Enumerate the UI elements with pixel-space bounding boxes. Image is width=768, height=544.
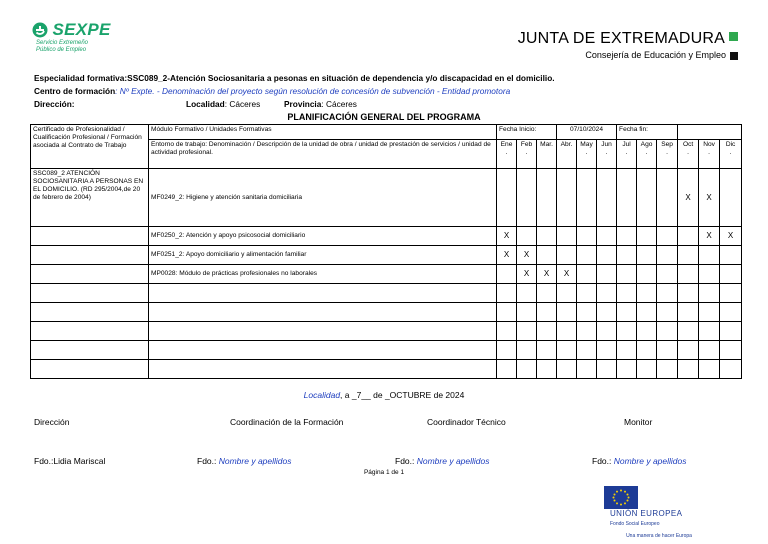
- month-mark-cell: [517, 227, 537, 246]
- month-mark-cell: [720, 303, 742, 322]
- month-mark-cell: X: [517, 246, 537, 265]
- month-mark-cell: [657, 227, 678, 246]
- month-mark-cell: [537, 169, 557, 227]
- month-mark-cell: [699, 341, 720, 360]
- month-mark-cell: X: [497, 246, 517, 265]
- month-mark-cell: [699, 246, 720, 265]
- centro-value: : Nº Expte. - Denominación del proyecto según resolución de concesión de subvención - Entidad promotora: [115, 86, 511, 96]
- month-mark-cell: [678, 265, 699, 284]
- month-header: May .: [577, 140, 597, 169]
- localidad-line: [186, 99, 260, 109]
- fecha-fin-label: Fecha fin:: [617, 125, 678, 140]
- month-mark-cell: [597, 227, 617, 246]
- month-mark-cell: X: [557, 265, 577, 284]
- month-mark-cell: [617, 322, 637, 341]
- month-mark-cell: [699, 284, 720, 303]
- month-mark-cell: [617, 227, 637, 246]
- month-mark-cell: [497, 322, 517, 341]
- provincia-label: Provincia: [284, 99, 322, 109]
- month-mark-cell: [597, 284, 617, 303]
- fecha-inicio-label: Fecha Inicio:: [497, 125, 557, 140]
- module-cell: [149, 284, 497, 303]
- month-mark-cell: [617, 284, 637, 303]
- month-mark-cell: [537, 360, 557, 379]
- module-cell: MF0251_2: Apoyo domiciliario y alimentación familiar: [149, 246, 497, 265]
- module-cell: [149, 303, 497, 322]
- month-mark-cell: [577, 169, 597, 227]
- fecha-fin-value: [678, 125, 742, 140]
- certificate-cell: [31, 284, 149, 303]
- month-mark-cell: [557, 303, 577, 322]
- place-date: [0, 390, 768, 400]
- month-mark-cell: [597, 265, 617, 284]
- fdo-monitor: Fdo.: Nombre y apellidos: [592, 456, 687, 466]
- month-mark-cell: [657, 265, 678, 284]
- certificate-cell: SSC089_2 ATENCIÓN SOCIOSANITARIA A PERSONAS EN EL DOMICILIO. (RD 295/2004,de 20 de febrero de 2004): [31, 169, 149, 227]
- month-mark-cell: [678, 322, 699, 341]
- module-cell: [149, 322, 497, 341]
- month-header: Mar.: [537, 140, 557, 169]
- month-mark-cell: [637, 284, 657, 303]
- month-mark-cell: [517, 341, 537, 360]
- month-mark-cell: [537, 246, 557, 265]
- sexpe-sub1: Servicio Extremeño: [36, 40, 89, 46]
- month-header: Dic .: [720, 140, 742, 169]
- junta-subtitle: Consejería de Educación y Empleo: [585, 50, 726, 60]
- month-mark-cell: [577, 341, 597, 360]
- month-mark-cell: [617, 360, 637, 379]
- month-mark-cell: [597, 322, 617, 341]
- month-mark-cell: [537, 284, 557, 303]
- month-mark-cell: [517, 284, 537, 303]
- month-mark-cell: [497, 284, 517, 303]
- month-mark-cell: [497, 169, 517, 227]
- month-mark-cell: [637, 265, 657, 284]
- month-mark-cell: [678, 303, 699, 322]
- month-mark-cell: [720, 322, 742, 341]
- planning-table: [30, 124, 742, 379]
- certificate-cell: [31, 322, 149, 341]
- month-mark-cell: [720, 169, 742, 227]
- month-mark-cell: X: [699, 169, 720, 227]
- junta-logo: [518, 30, 738, 60]
- month-mark-cell: [497, 265, 517, 284]
- module-cell: [149, 341, 497, 360]
- month-mark-cell: X: [678, 169, 699, 227]
- month-mark-cell: [657, 246, 678, 265]
- page-number: Página 1 de 1: [363, 469, 405, 476]
- month-header: Jun .: [597, 140, 617, 169]
- month-mark-cell: [597, 169, 617, 227]
- direccion-line: [34, 99, 75, 109]
- place-date-text: , a _7__ de _OCTUBRE de 2024: [340, 390, 465, 400]
- month-mark-cell: [517, 303, 537, 322]
- month-mark-cell: [720, 360, 742, 379]
- month-mark-cell: [678, 284, 699, 303]
- place-localidad: Localidad: [303, 390, 341, 400]
- month-mark-cell: [597, 341, 617, 360]
- month-mark-cell: [637, 246, 657, 265]
- page-title: PLANIFICACIÓN GENERAL DEL PROGRAMA: [287, 112, 481, 122]
- month-header: Jul .: [617, 140, 637, 169]
- table-row: [31, 341, 742, 360]
- black-square-icon: [730, 52, 738, 60]
- fdo-direccion: Fdo.:Lidia Mariscal: [34, 456, 106, 466]
- month-mark-cell: [597, 360, 617, 379]
- centro-label: Centro de formación: [34, 86, 116, 96]
- month-header: Oct .: [678, 140, 699, 169]
- month-mark-cell: [699, 303, 720, 322]
- month-mark-cell: X: [699, 227, 720, 246]
- eu-title: UNIÓN EUROPEA: [610, 509, 683, 518]
- module-cell: MP0028: Módulo de prácticas profesionales no laborales: [149, 265, 497, 284]
- month-mark-cell: [699, 322, 720, 341]
- month-mark-cell: [699, 360, 720, 379]
- month-mark-cell: [577, 360, 597, 379]
- month-header: Ago .: [637, 140, 657, 169]
- table-row: [31, 169, 742, 227]
- month-mark-cell: [657, 360, 678, 379]
- fdo-coordinacion: Fdo.: Nombre y apellidos: [197, 456, 292, 466]
- table-row: [31, 322, 742, 341]
- module-cell: [149, 360, 497, 379]
- centro-line: [34, 86, 510, 96]
- sign-direccion: Dirección: [34, 417, 70, 427]
- especialidad-line: [34, 73, 555, 83]
- month-mark-cell: [497, 303, 517, 322]
- table-row: [31, 284, 742, 303]
- module-header: Módulo Formativo / Unidades Formativas: [149, 125, 497, 140]
- month-mark-cell: [557, 341, 577, 360]
- month-mark-cell: [678, 360, 699, 379]
- provincia-line: [284, 99, 357, 109]
- month-mark-cell: [617, 303, 637, 322]
- eu-flag-icon: [604, 486, 638, 509]
- month-header: Nov .: [699, 140, 720, 169]
- module-cell: MF0250_2: Atención y apoyo psicosocial domiciliario: [149, 227, 497, 246]
- month-header: Abr.: [557, 140, 577, 169]
- sign-coordinador: Coordinador Técnico: [427, 417, 506, 427]
- table-row: [31, 360, 742, 379]
- module-cell: MF0249_2: Higiene y atención sanitaria domiciliaria: [149, 169, 497, 227]
- month-mark-cell: [557, 169, 577, 227]
- table-row: [31, 246, 742, 265]
- month-mark-cell: [537, 322, 557, 341]
- month-mark-cell: [577, 265, 597, 284]
- month-mark-cell: [537, 341, 557, 360]
- provincia-value: : Cáceres: [321, 99, 357, 109]
- month-mark-cell: X: [517, 265, 537, 284]
- month-mark-cell: [637, 322, 657, 341]
- sexpe-sub2: Público de Empleo: [36, 47, 87, 53]
- cert-header: Certificado de Profesionalidad / Cualificación Profesional / Formación asociada al Contrato de Trabajo: [31, 125, 149, 169]
- month-mark-cell: X: [537, 265, 557, 284]
- table-row: [31, 227, 742, 246]
- month-mark-cell: [557, 246, 577, 265]
- month-mark-cell: [597, 303, 617, 322]
- month-mark-cell: [617, 246, 637, 265]
- month-mark-cell: [537, 227, 557, 246]
- certificate-cell: [31, 246, 149, 265]
- eu-motto: Una manera de hacer Europa: [626, 533, 692, 540]
- month-mark-cell: [557, 284, 577, 303]
- month-mark-cell: [678, 227, 699, 246]
- month-mark-cell: [617, 341, 637, 360]
- certificate-cell: [31, 341, 149, 360]
- sign-coordinacion: Coordinación de la Formación: [230, 417, 344, 427]
- month-mark-cell: [617, 169, 637, 227]
- sexpe-logo: [32, 20, 142, 54]
- month-mark-cell: [517, 360, 537, 379]
- certificate-cell: [31, 265, 149, 284]
- month-mark-cell: [577, 303, 597, 322]
- especialidad-label: Especialidad formativa:: [34, 73, 128, 83]
- month-mark-cell: [597, 246, 617, 265]
- month-mark-cell: [720, 341, 742, 360]
- month-header: Sep .: [657, 140, 678, 169]
- month-mark-cell: [497, 360, 517, 379]
- month-mark-cell: [678, 246, 699, 265]
- fdo-coordinador: Fdo.: Nombre y apellidos: [395, 456, 490, 466]
- month-mark-cell: [637, 227, 657, 246]
- month-mark-cell: [657, 169, 678, 227]
- month-mark-cell: [637, 341, 657, 360]
- entorno-header: Entorno de trabajo: Denominación / Descripción de la unidad de obra / unidad de prestación de servicios / unidad de actividad profesional.: [149, 140, 497, 169]
- table-row: [31, 303, 742, 322]
- month-mark-cell: [720, 265, 742, 284]
- month-mark-cell: [657, 341, 678, 360]
- especialidad-value: SSC089_2-Atención Sociosanitaria a pesonas en situación de dependencia y/o discapacidad en el domicilio.: [127, 73, 555, 83]
- localidad-label: Localidad: [186, 99, 225, 109]
- month-mark-cell: [537, 303, 557, 322]
- sign-monitor: Monitor: [624, 417, 653, 427]
- month-mark-cell: [637, 169, 657, 227]
- month-mark-cell: [517, 169, 537, 227]
- eu-logo: [604, 486, 714, 539]
- month-mark-cell: [699, 265, 720, 284]
- sexpe-logo-icon: [32, 22, 48, 38]
- month-mark-cell: [557, 227, 577, 246]
- green-square-icon: [729, 32, 738, 41]
- certificate-cell: [31, 360, 149, 379]
- month-mark-cell: X: [720, 227, 742, 246]
- sexpe-brand: SEXPE: [52, 20, 111, 39]
- month-mark-cell: [517, 322, 537, 341]
- month-mark-cell: [657, 322, 678, 341]
- month-mark-cell: [577, 284, 597, 303]
- month-mark-cell: [678, 341, 699, 360]
- month-mark-cell: [657, 303, 678, 322]
- month-mark-cell: [557, 322, 577, 341]
- month-mark-cell: [657, 284, 678, 303]
- month-mark-cell: [720, 284, 742, 303]
- certificate-cell: [31, 303, 149, 322]
- eu-fund: Fondo Social Europeo: [610, 521, 660, 527]
- month-header: Feb .: [517, 140, 537, 169]
- month-mark-cell: X: [497, 227, 517, 246]
- month-mark-cell: [577, 227, 597, 246]
- month-mark-cell: [617, 265, 637, 284]
- junta-title: JUNTA DE EXTREMADURA: [517, 30, 725, 47]
- certificate-cell: [31, 227, 149, 246]
- month-mark-cell: [557, 360, 577, 379]
- table-row: [31, 265, 742, 284]
- month-mark-cell: [720, 246, 742, 265]
- month-mark-cell: [637, 360, 657, 379]
- month-header: Ene .: [497, 140, 517, 169]
- month-mark-cell: [497, 341, 517, 360]
- month-mark-cell: [577, 322, 597, 341]
- localidad-value: : Cáceres: [224, 99, 261, 109]
- month-mark-cell: [637, 303, 657, 322]
- direccion-label: Dirección:: [34, 99, 75, 109]
- month-mark-cell: [577, 246, 597, 265]
- fecha-inicio-value: 07/10/2024: [557, 125, 617, 140]
